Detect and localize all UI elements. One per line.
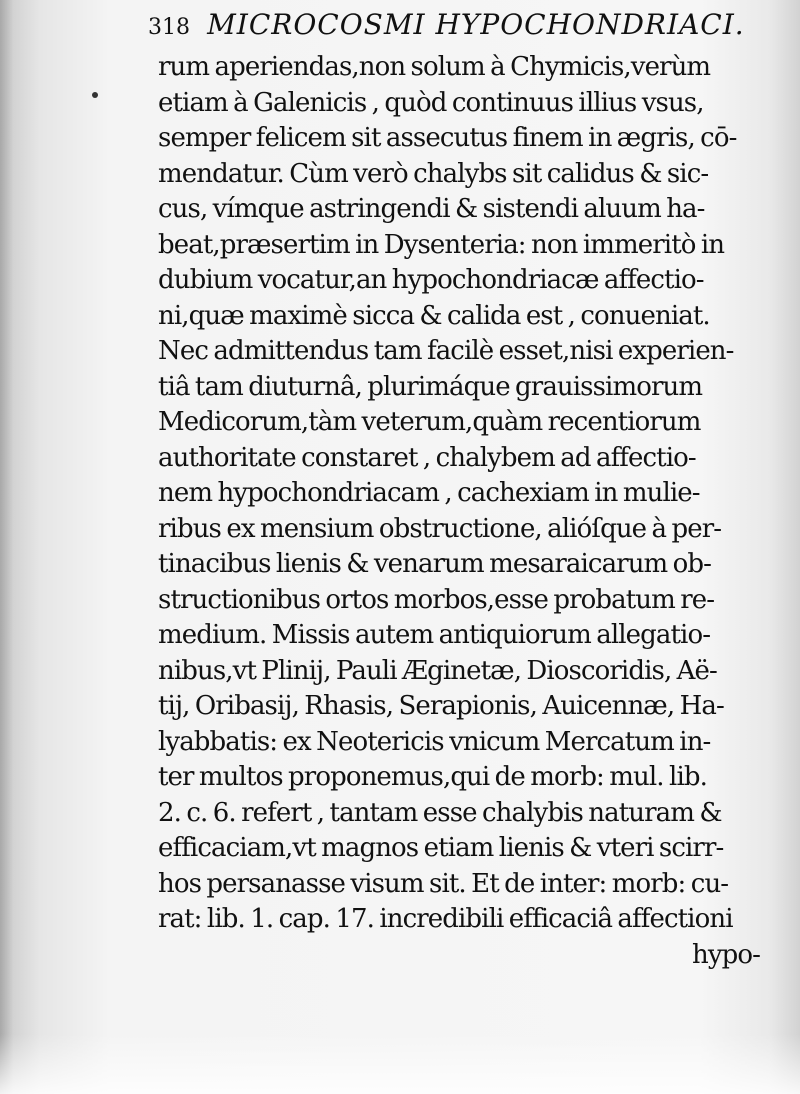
text-line: structionibus ortos morbos,esse probatum re- (158, 584, 715, 615)
text-line: authoritate constaret , chalybem ad affectio- (158, 442, 696, 473)
page-bottom-fade (0, 1034, 800, 1094)
running-head (148, 8, 768, 48)
margin-mark (92, 92, 98, 98)
text-line: rat: lib. 1. cap. 17. incredibili efficaciâ affectioni (158, 904, 733, 934)
text-line: hos persanasse visum sit. Et de inter: morb: cu- (158, 868, 729, 899)
text-block (158, 50, 778, 973)
text-line: tinacibus lienis & venarum mesaraicarum ob- (158, 549, 712, 579)
text-line: semper felicem sit assecutus finem in ægris, cō- (158, 123, 737, 153)
page-gutter-shadow (0, 0, 14, 1094)
text-line: ter multos proponemus,qui de morb: mul. lib. (158, 762, 707, 792)
text-line: ribus ex mensium obstructione, alióſque à per- (158, 513, 722, 544)
text-line: mendatur. Cùm verò chalybs sit calidus & sic- (158, 158, 709, 189)
page-number: 318 (148, 15, 190, 40)
text-line: tiâ tam diuturnâ, plurimáque grauissimorum (158, 371, 703, 402)
text-line: dubium vocatur,an hypochondriacæ affectio- (158, 265, 704, 295)
text-line: Medicorum,tàm veterum,quàm recentiorum (158, 407, 701, 437)
running-title: MICROCOSMI HYPOCHONDRIACI. (207, 8, 745, 41)
text-line: tij, Oribasij, Rhasis, Serapionis, Auicennæ, Ha- (158, 691, 724, 721)
catchword: hypo- (691, 939, 760, 970)
text-line: Nec admittendus tam facilè esset,nisi experien- (158, 336, 734, 366)
text-line: lyabbatis: ex Neotericis vnicum Mercatum in- (158, 726, 711, 757)
text-line: rum aperiendas,non solum à Chymicis,verùm (158, 52, 711, 82)
text-line: cus, vímque astringendi & sistendi aluum ha- (158, 194, 705, 224)
text-line: ni,quæ maximè sicca & calida est , conueniat. (158, 300, 710, 331)
text-line: medium. Missis autem antiquiorum allegatio- (158, 620, 711, 650)
text-line: etiam à Galenicis , quòd continuus illius vsus, (158, 87, 704, 118)
text-line: 2. c. 6. refert , tantam esse chalybis naturam & (158, 797, 722, 828)
text-line: efficaciam,vt magnos etiam lienis & vteri scirr- (158, 833, 724, 863)
text-line: nem hypochondriacam , cachexiam in mulie- (158, 478, 700, 508)
text-line: nibus,vt Plinij, Pauli Æginetæ, Dioscoridis, Aë- (158, 655, 717, 686)
text-line: beat,præsertim in Dysenteria: non immeritò in (158, 229, 725, 260)
